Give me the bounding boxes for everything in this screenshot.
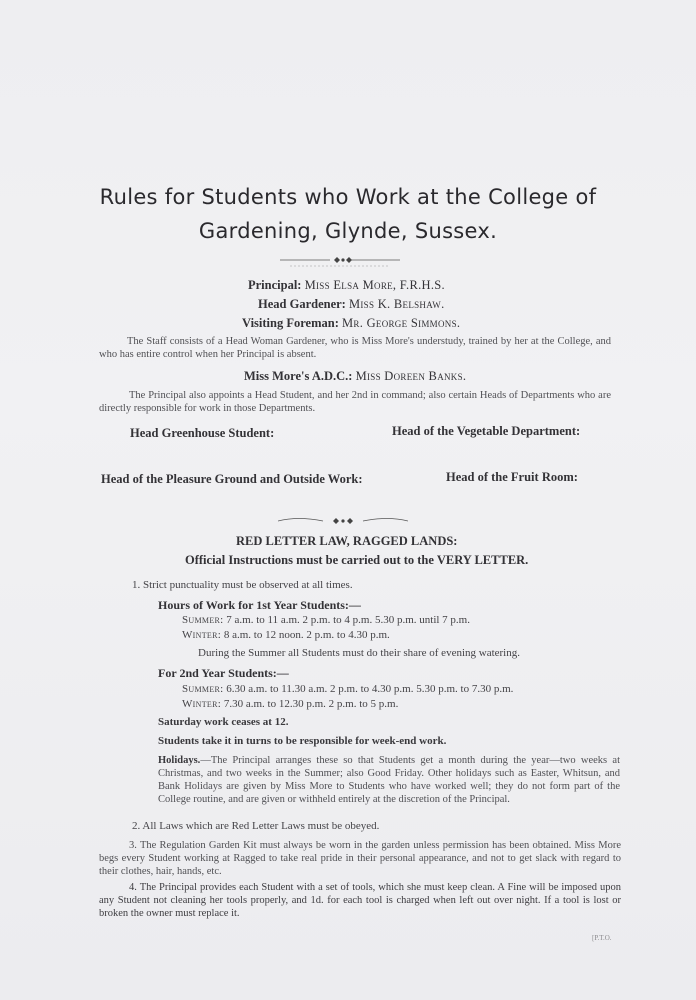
principal-line: Principal: Miss Elsa More, F.R.H.S. (248, 278, 445, 292)
ornament-divider (280, 252, 400, 272)
rule-4: 4. The Principal provides each Student with a set of tools, which she must keep clean. A Fine will be imposed upon any Student not cleaning her tools properly, and 1d. for each tool is charged when left out over night. If a tool is lost or broken the owner must replace it. (99, 882, 621, 919)
first-year-summer: Summer: 7 a.m. to 11 a.m. 2 p.m. to 4 p.m. 5.30 p.m. until 7 p.m. (182, 614, 470, 626)
rule-3: 3. The Regulation Garden Kit must always be worn in the garden unless permission has been obtained. Miss More begs every Student working at Ragged to take real pride in their personal appearance, and not to get slack with regard to their clothes, hair, hands, etc. (99, 840, 621, 877)
week-end-note: Students take it in turns to be responsible for week-end work. (158, 735, 447, 747)
first-year-winter: Winter: 8 a.m. to 12 noon. 2 p.m. to 4.30 p.m. (182, 629, 390, 641)
appoints-paragraph: The Principal also appoints a Head Student, and her 2nd in command; also certain Heads of Departments who are directly responsible for work in those Departments. (99, 390, 611, 414)
ornament-divider-2 (278, 514, 408, 528)
pto-mark: [P.T.O. (592, 934, 612, 942)
hours-first-year-heading: Hours of Work for 1st Year Students:— (158, 598, 361, 612)
head-gardener-line: Head Gardener: Miss K. Belshaw. (258, 297, 445, 311)
staff-paragraph: The Staff consists of a Head Woman Gardener, who is Miss More's understudy, trained by her at the College, and who has entire control when her Principal is absent. (99, 336, 611, 360)
second-year-summer: Summer: 6.30 a.m. to 11.30 a.m. 2 p.m. to 4.30 p.m. 5.30 p.m. to 7.30 p.m. (182, 683, 514, 695)
hours-second-year-heading: For 2nd Year Students:— (158, 666, 289, 680)
head-pleasure-ground-label: Head of the Pleasure Ground and Outside Work: (101, 472, 363, 486)
second-year-winter: Winter: 7.30 a.m. to 12.30 p.m. 2 p.m. to 5 p.m. (182, 698, 399, 710)
rule-2: 2. All Laws which are Red Letter Laws must be obeyed. (132, 820, 380, 832)
title-line-1: Rules for Students who Work at the College of (99, 185, 597, 209)
head-fruit-room-label: Head of the Fruit Room: (446, 470, 578, 484)
red-letter-heading: RED LETTER LAW, RAGGED LANDS: (236, 534, 458, 548)
official-instructions: Official Instructions must be carried out to the VERY LETTER. (185, 553, 529, 567)
head-vegetable-label: Head of the Vegetable Department: (392, 424, 581, 438)
head-greenhouse-label: Head Greenhouse Student: (130, 426, 275, 440)
holidays-paragraph: Holidays.—The Principal arranges these so that Students get a month during the year—two weeks at Christmas, and two weeks in the Summer; also Good Friday. Other holidays such as Easter, Whitsun, and Bank Holidays are given by Miss More to Students who have worked well; they do not form part of the College routine, and are given or withheld entirely at the discretion of the Principal. (158, 755, 620, 805)
adc-line: Miss More's A.D.C.: Miss Doreen Banks. (244, 369, 467, 383)
title-line-2: Gardening, Glynde, Sussex. (198, 219, 498, 243)
rule-1: 1. Strict punctuality must be observed at all times. (132, 579, 353, 591)
visiting-foreman-line: Visiting Foreman: Mr. George Simmons. (242, 316, 461, 330)
saturday-note: Saturday work ceases at 12. (158, 716, 289, 728)
summer-watering-note: During the Summer all Students must do their share of evening watering. (198, 647, 520, 659)
